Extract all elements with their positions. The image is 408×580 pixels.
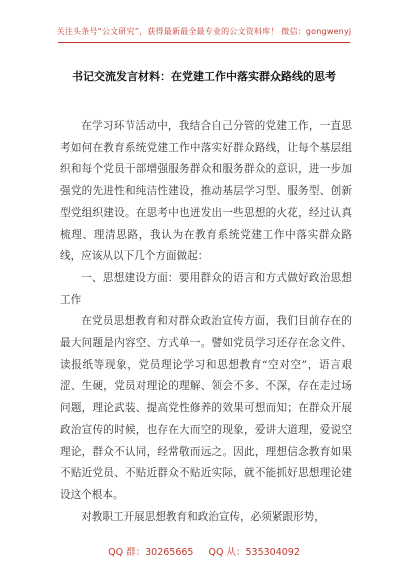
paragraph-body: 在党员思想教育和对群众政治宣传方面，我们目前存在的最大问题是内容空、方式单一。譬如党员学习还存在念文件、读报纸等现象，党员理论学习和思想教育“空对空”，语言艰涩、生硬，党员对理论的理解、领会不多、不深，存在走过场问题，理论武装、提高党性修养的效果可想而知；在群众开展政治宣传的时候，也存在大而空的现象，爱讲大道理，爱说空理论，群众不认同，经常敬而远之。因此，理想信念教育如果不贴近党员、不贴近群众不贴近实际，就不能抓好思想理论建设这个根本。 bbox=[60, 315, 352, 501]
footer-contact bbox=[0, 544, 408, 558]
section-heading: 一、思想建设方面：要用群众的语言和方式做好政治思想工作 bbox=[60, 271, 352, 306]
paragraph-intro: 在学习环节活动中，我结合自己分管的党建工作，一直思考如何在教育系统党建工作中落实好群众路线，让每个基层组织和每个党员干部增强服务群众和服务群众的意识，进一步加强党的先进性和纯洁性建设，推动基层学习型、服务型、创新型党组织建设。在思考中也迸发出一些思想的火花，经过认真梳理、理清思路，我认为在教育系统党建工作中落实群众路线，应该从以下几个方面做起： bbox=[60, 120, 352, 263]
header-banner: 关注头条号“公文研究”，获得最新最全最专业的公文资料库！ 微信：gongwenyj bbox=[56, 27, 352, 36]
paragraph-continuation: 对教职工开展思想教育和政治宣传，必须紧跟形势， bbox=[81, 510, 325, 523]
footer-qq-group: QQ 群：30265665 bbox=[108, 547, 194, 558]
document-title: 书记交流发言材料：在党建工作中落实群众路线的思考 bbox=[72, 70, 336, 83]
document-body bbox=[60, 116, 352, 528]
header-divider bbox=[58, 42, 350, 43]
footer-qq: QQ 从：535304092 bbox=[208, 547, 300, 558]
